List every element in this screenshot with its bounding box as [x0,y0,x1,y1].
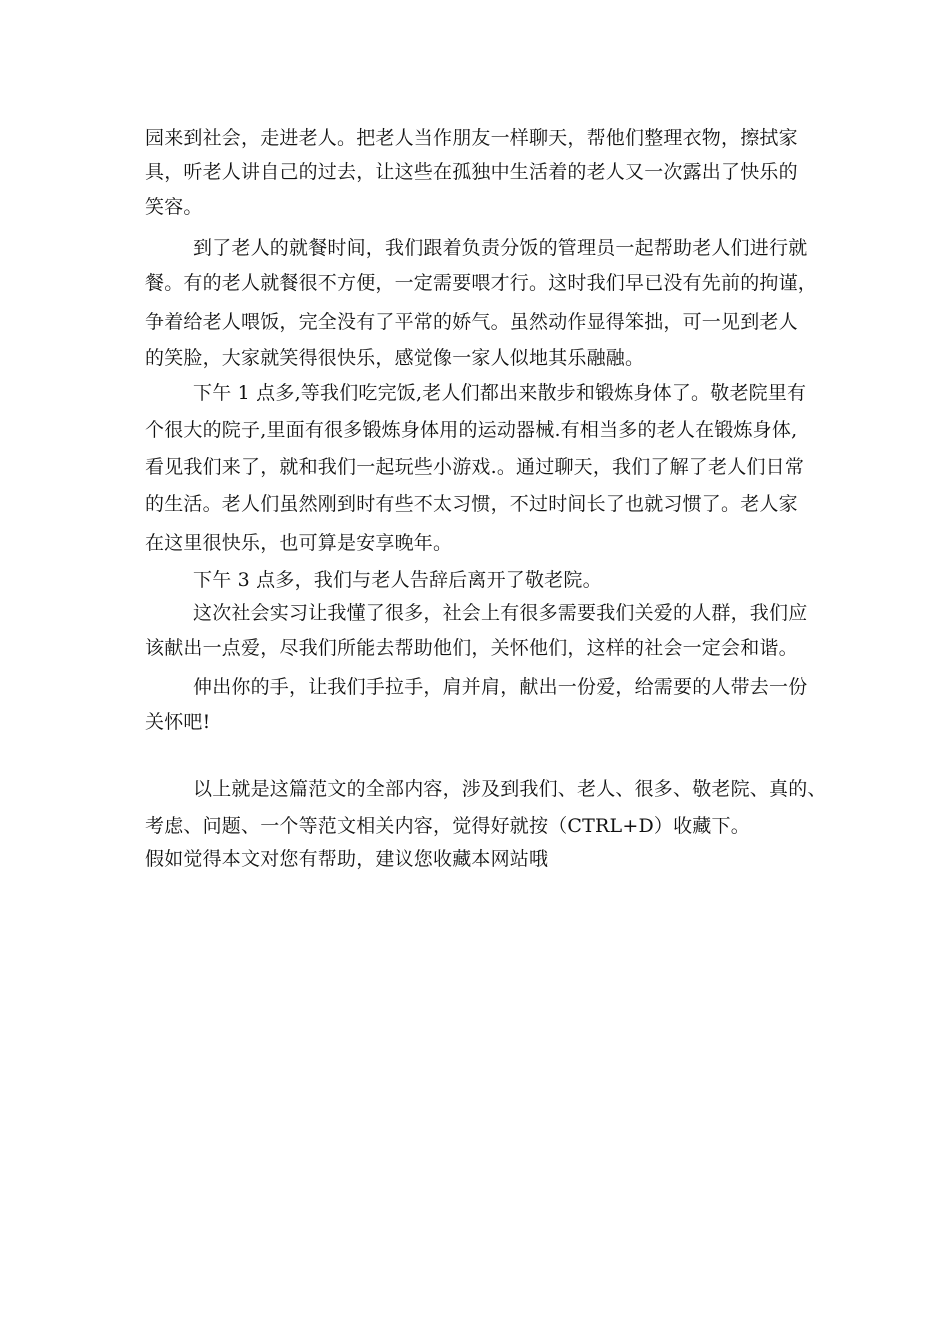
paragraph-start-line: 下午 1 点多,等我们吃完饭,老人们都出来散步和锻炼身体了。敬老院里有 [193,382,807,404]
text-line: 园来到社会，走进老人。把老人当作朋友一样聊天，帮他们整理衣物，擦拭家 [145,127,798,149]
text-line: 个很大的院子,里面有很多锻炼身体用的运动器械.有相当多的老人在锻炼身体, [145,419,798,441]
text-line: 在这里很快乐，也可算是安享晚年。 [145,532,453,554]
paragraph-start-line: 到了老人的就餐时间，我们跟着负责分饭的管理员一起帮助老人们进行就 [193,237,808,259]
text-line: 的生活。老人们虽然刚到时有些不太习惯，不过时间长了也就习惯了。老人家 [145,493,798,515]
text-line: 具，听老人讲自己的过去，让这些在孤独中生活着的老人又一次露出了快乐的 [145,161,798,183]
paragraph-start-line: 下午 3 点多，我们与老人告辞后离开了敬老院。 [193,569,602,591]
text-line: 的笑脸，大家就笑得很快乐，感觉像一家人似地其乐融融。 [145,347,645,369]
text-line: 争着给老人喂饭，完全没有了平常的娇气。虽然动作显得笨拙，可一见到老人 [145,311,798,333]
text-line: 餐。有的老人就餐很不方便，一定需要喂才行。这时我们早已没有先前的拘谨， [145,272,818,294]
text-line: 看见我们来了，就和我们一起玩些小游戏.。通过聊天，我们了解了老人们日常 [145,456,805,478]
text-line: 关怀吧! [145,711,211,733]
paragraph-start-line: 伸出你的手，让我们手拉手，肩并肩，献出一份爱，给需要的人带去一份 [193,676,808,698]
paragraph-start-line: 这次社会实习让我懂了很多，社会上有很多需要我们关爱的人群，我们应 [193,602,808,624]
summary-line: 考虑、问题、一个等范文相关内容，觉得好就按（CTRL+D）收藏下。 [145,815,750,837]
summary-line: 以上就是这篇范文的全部内容，涉及到我们、老人、很多、敬老院、真的、 [193,778,827,800]
footer-note: 假如觉得本文对您有帮助，建议您收藏本网站哦 [145,848,549,870]
text-line: 该献出一点爱，尽我们所能去帮助他们，关怀他们，这样的社会一定会和谐。 [145,637,798,659]
text-line: 笑容。 [145,196,203,218]
